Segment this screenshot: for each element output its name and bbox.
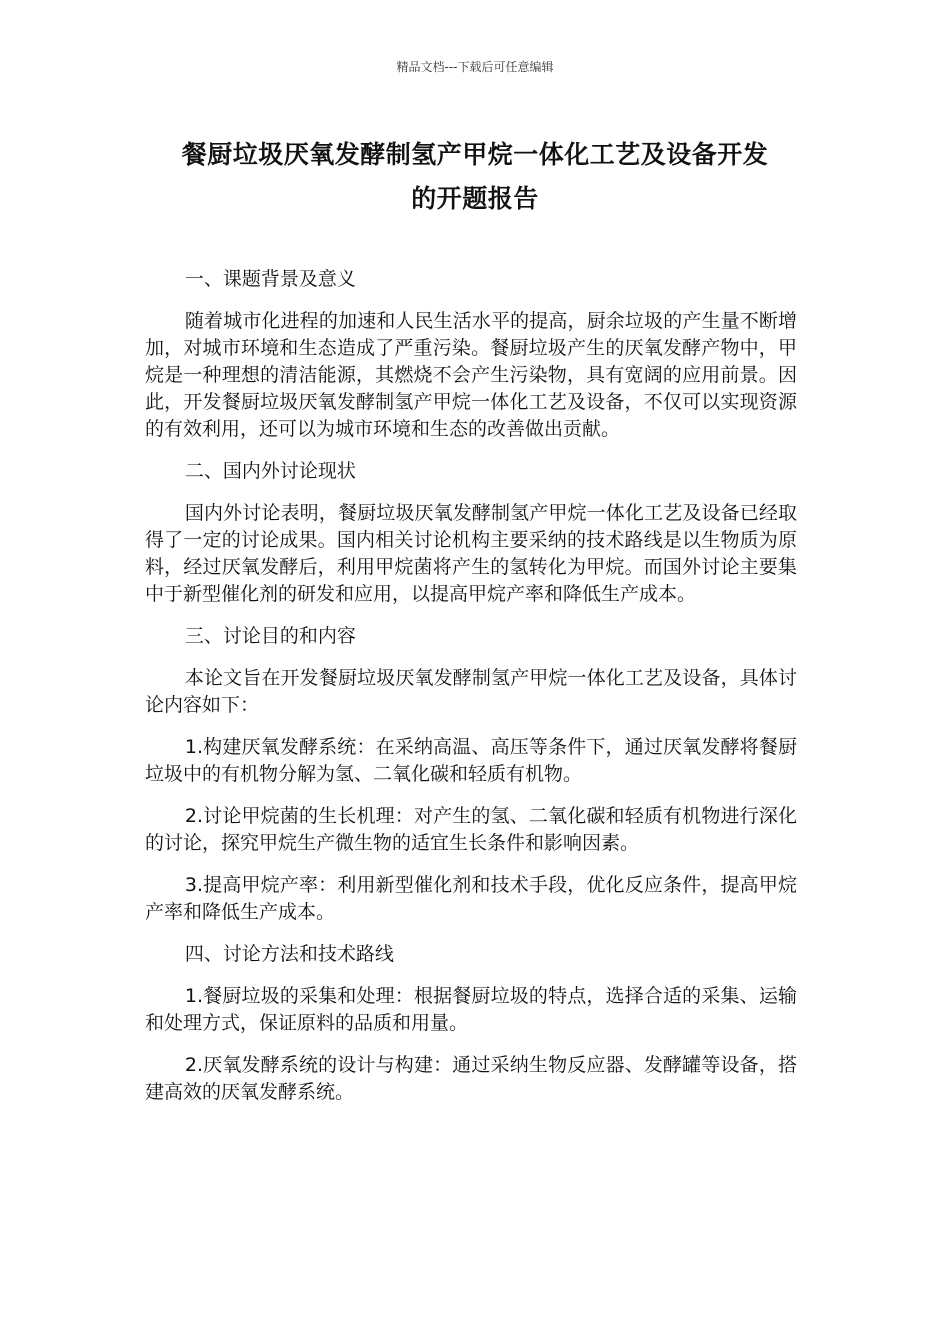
- objective-item-2: 2.讨论甲烷菌的生长机理：对产生的氢、二氧化碳和轻质有机物进行深化的讨论，探究甲烷生产微生物的适宜生长条件和影响因素。: [145, 805, 797, 854]
- paragraph-objectives-intro: 本论文旨在开发餐厨垃圾厌氧发酵制氢产甲烷一体化工艺及设备，具体讨论内容如下：: [145, 667, 797, 716]
- title-line-2: 的开题报告: [411, 184, 539, 213]
- header-note: 精品文档---下载后可任意编辑: [396, 60, 554, 74]
- title-line-1: 餐厨垃圾厌氧发酵制氢产甲烷一体化工艺及设备开发: [181, 140, 769, 169]
- paragraph-background: 随着城市化进程的加速和人民生活水平的提高，厨余垃圾的产生量不断增加，对城市环境和生态造成了严重污染。餐厨垃圾产生的厌氧发酵产物中，甲烷是一种理想的清洁能源，其燃烧不会产生污染物，具有宽阔的应用前景。因此，开发餐厨垃圾厌氧发酵制氢产甲烷一体化工艺及设备，不仅可以实现资源的有效利用，还可以为城市环境和生态的改善做出贡献。: [145, 310, 797, 440]
- objective-item-1: 1.构建厌氧发酵系统：在采纳高温、高压等条件下，通过厌氧发酵将餐厨垃圾中的有机物分解为氢、二氧化碳和轻质有机物。: [145, 736, 797, 785]
- method-item-2: 2.厌氧发酵系统的设计与构建：通过采纳生物反应器、发酵罐等设备，搭建高效的厌氧发酵系统。: [145, 1054, 797, 1103]
- paragraph-research-status: 国内外讨论表明，餐厨垃圾厌氧发酵制氢产甲烷一体化工艺及设备已经取得了一定的讨论成果。国内相关讨论机构主要采纳的技术路线是以生物质为原料，经过厌氧发酵后，利用甲烷菌将产生的氢转化为甲烷。而国外讨论主要集中于新型催化剂的研发和应用，以提高甲烷产率和降低生产成本。: [145, 502, 797, 605]
- section-heading-background: 一、课题背景及意义: [184, 268, 356, 290]
- document-title: [135, 133, 815, 221]
- section-heading-methods: 四、讨论方法和技术路线: [184, 943, 394, 965]
- section-heading-objectives: 三、讨论目的和内容: [184, 625, 356, 647]
- objective-item-3: 3.提高甲烷产率：利用新型催化剂和技术手段，优化反应条件，提高甲烷产率和降低生产成本。: [145, 874, 797, 923]
- method-item-1: 1.餐厨垃圾的采集和处理：根据餐厨垃圾的特点，选择合适的采集、运输和处理方式，保证原料的品质和用量。: [145, 985, 797, 1034]
- section-heading-research-status: 二、国内外讨论现状: [184, 460, 356, 482]
- document-body: [145, 266, 797, 1121]
